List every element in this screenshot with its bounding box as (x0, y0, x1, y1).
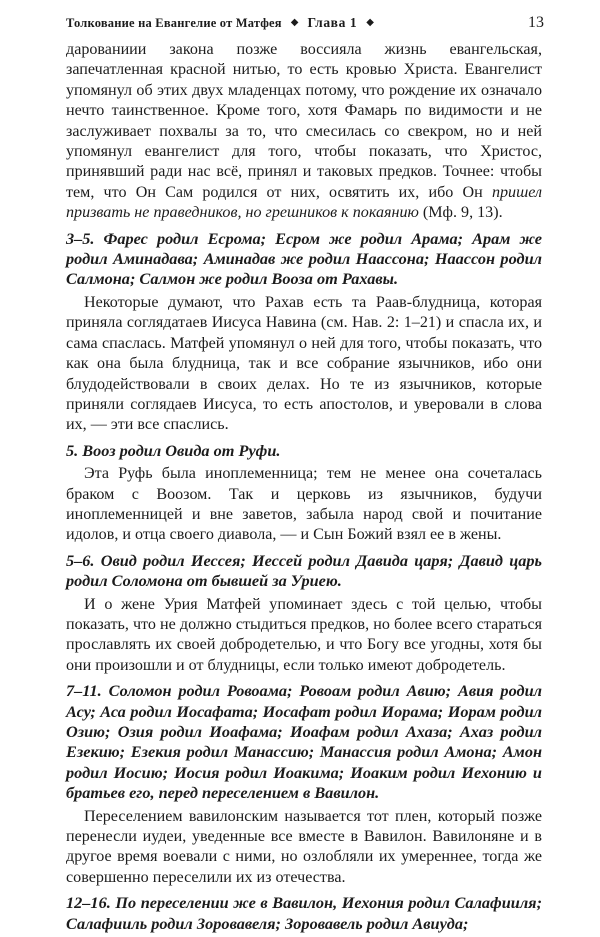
scripture-quote: пришел призвать не праведников, но грешников к покаянию (66, 183, 542, 222)
paragraph: Переселением вавилонским называется тот плен, который позже перенесли иудеи, уведенные все вместе в Вавилон. Вавилоняне и в другое время воевали с ними, но озлобляли их умереннее, тогда же совершенно переселили их из отечества. (66, 807, 542, 886)
verse-heading (66, 551, 542, 592)
verse-text: Вооз родил Овида от Руфи. (78, 440, 281, 460)
paragraph: Некоторые думают, что Рахав есть та Раав-блудница, которая приняла соглядатаев Иисуса Навина (см. Нав. 2: 1–21) и спасла их, и сама спаслась. Матфей упомянул о ней для того, чтобы показать, что как она была блудница, так и все собрание язычников, ибо они блудодействовали в своих делах. Но те из язычников, которые приняли соглядаев Иисуса, то есть апостолов, и уверовали в слова их, — эти все спаслись. (66, 293, 542, 434)
diamond-separator-icon: ◆ (290, 17, 299, 28)
verse-number: 5–6. (66, 550, 95, 570)
verse-number: 7–11. (66, 681, 102, 701)
page-body (66, 40, 542, 937)
chapter-label: Глава 1 (307, 15, 358, 30)
verse-text: Овид родил Иессея; Иессей родил Давида царя; Давид царь родил Соломона от бывшей за Уриею. (66, 550, 542, 591)
paragraph (66, 40, 542, 224)
page-number: 13 (528, 14, 544, 31)
paragraph-text: дарованиии закона позже воссияла жизнь евангельская, запечатленная красной нитью, то есть кровью Христа. Евангелист упомянул об этих двух младенцах потому, что рождение их означало нечто таинственное. Кроме того, хотя Фамарь по видимости и не заслуживает похвалы за то, что смесилась со свекром, но и ней упомянул евангелист для того, чтобы показать, что Христос, принявший ради нас всё, принял и таковых предков. Точнее: чтобы тем, что Он Сам родился от них, освятить их, ибо Он (66, 41, 542, 201)
verse-number: 12–16. (66, 893, 111, 913)
book-title: Толкование на Евангелие от Матфея (66, 15, 282, 30)
paragraph: Эта Руфь была иноплеменница; тем не менее она сочеталась браком с Воозом. Так и церковь из язычников, будучи иноплеменницей и вне заветов, забыла народ свой и почитание идолов, и отца своего диавола, — и Сын Божий взял ее в жены. (66, 465, 542, 544)
verse-number: 3–5. (66, 228, 95, 248)
verse-heading (66, 893, 542, 934)
verse-heading (66, 681, 542, 803)
verse-number: 5. (66, 440, 79, 460)
diamond-separator-icon: ◆ (366, 17, 374, 28)
verse-heading (66, 441, 542, 461)
verse-text: Фарес родил Есрома; Есром же родил Арама; Арам же родил Аминадава; Аминадав же родил Наассона; Наассон родил Салмона; Салмон же родил Вооза от Рахавы. (66, 228, 542, 289)
verse-text: По переселении же в Вавилон, Иехония родил Салафииля; Салафииль родил Зоровавеля; Зоровавель родил Авиуда; (66, 893, 542, 933)
running-header (66, 13, 544, 33)
paragraph: И о жене Урия Матфей упоминает здесь с той целью, чтобы показать, что не должно стыдиться предков, но более всего стараться прославлять их своей добродетелью, и что Богу все угодны, хотя бы они произошли и от блудницы, если только имеют добродетель. (66, 595, 542, 674)
scripture-reference: (Мф. 9, 13). (418, 204, 503, 222)
verse-heading (66, 229, 542, 290)
verse-text: Соломон родил Ровоама; Ровоам родил Авию; Авия родил Асу; Аса родил Иосафата; Иосафат родил Иорама; Иорам родил Озию; Озия родил Иоафама; Иоафам родил Ахаза; Ахаз родил Езекию; Езекия родил Манассию; Манассия родил Амона; Амон родил Иосию; Иосия родил Иоакима; Иоаким родил Иехонию и братьев его, перед переселением в Вавилон. (66, 681, 542, 803)
